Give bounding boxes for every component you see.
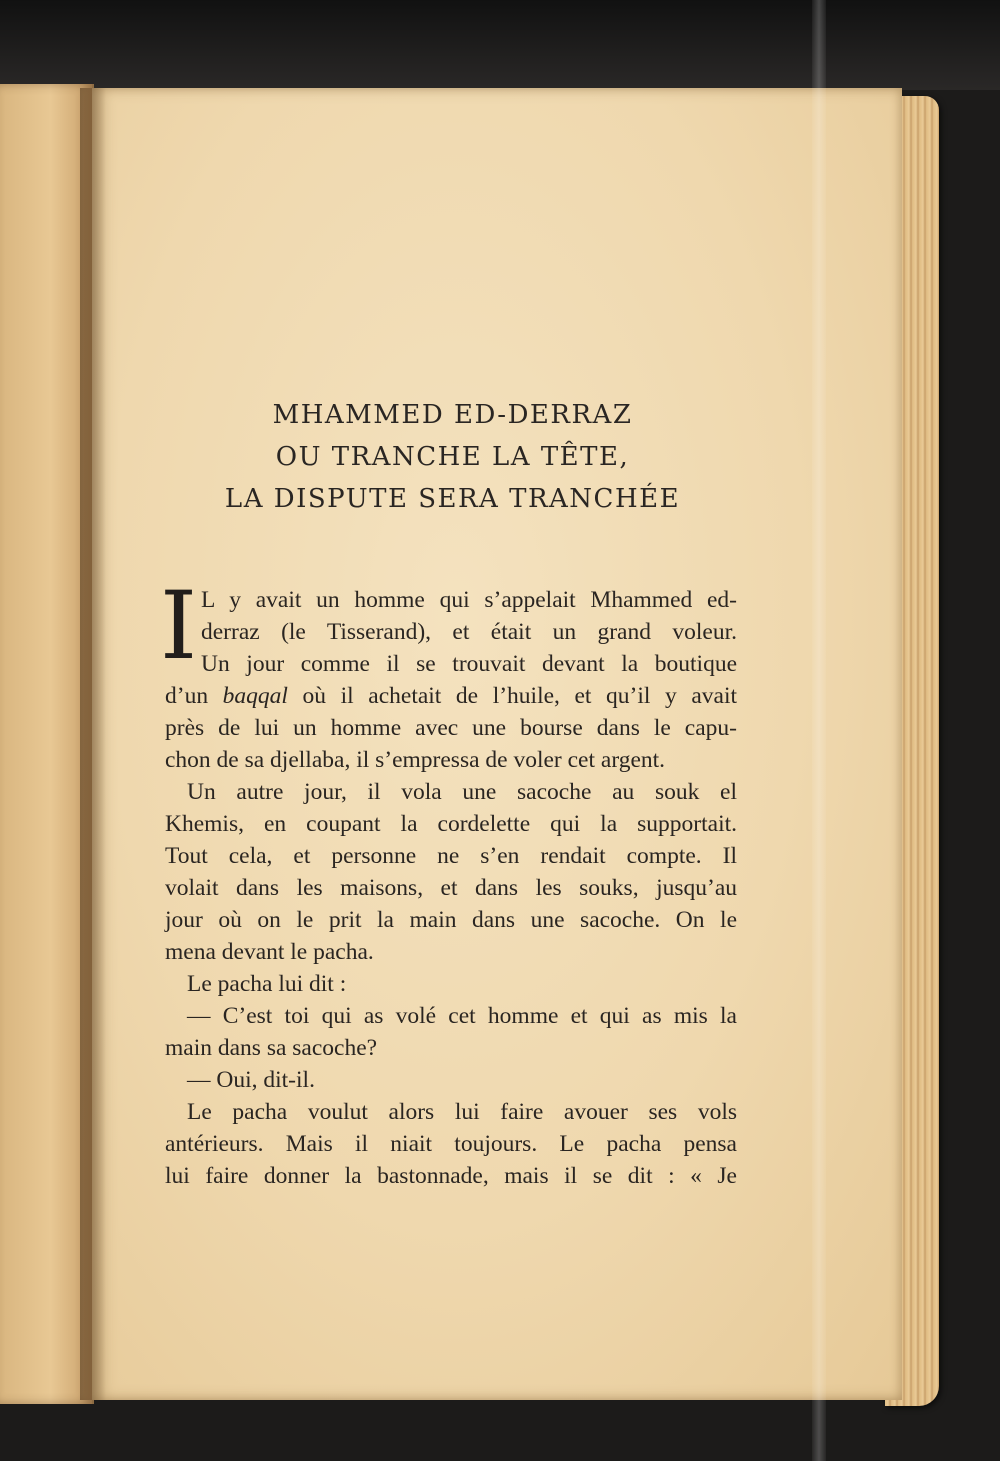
title-line: OU TRANCHE LA TÊTE, bbox=[275, 442, 630, 472]
text-line: d’un baqqal où il achetait de l’huile, et qu’il y avait bbox=[165, 683, 738, 709]
drop-cap: I bbox=[160, 572, 198, 681]
text-line: Un jour comme il se trouvait devant la boutique bbox=[201, 651, 737, 677]
chapter-title bbox=[180, 394, 725, 520]
title-line: MHAMMED ED-DERRAZ bbox=[272, 400, 633, 430]
text-line: main dans sa sacoche? bbox=[165, 1035, 378, 1061]
text-line: jour où on le prit la main dans une sacoche. On le bbox=[165, 907, 737, 933]
text-line: L y avait un homme qui s’appelait Mhammed ed- bbox=[201, 587, 737, 613]
gutter-shadow bbox=[80, 88, 106, 1400]
dark-backdrop bbox=[0, 0, 1000, 90]
text-line: chon de sa djellaba, il s’empressa de voler cet argent. bbox=[165, 747, 666, 773]
text-line: Un autre jour, il vola une sacoche au souk el bbox=[187, 779, 737, 805]
text-line: — Oui, dit-il. bbox=[187, 1067, 315, 1093]
text-line: Khemis, en coupant la cordelette qui la supportait. bbox=[165, 811, 737, 837]
page-holder-strip bbox=[812, 0, 826, 1461]
text-line: — C’est toi qui as volé cet homme et qui as mis la bbox=[187, 1003, 737, 1029]
body-text bbox=[160, 572, 738, 1192]
text-line: près de lui un homme avec une bourse dans le capu- bbox=[165, 715, 737, 741]
text-line: antérieurs. Mais il niait toujours. Le pacha pensa bbox=[165, 1131, 737, 1157]
text-line: Le pacha voulut alors lui faire avouer ses vols bbox=[187, 1099, 737, 1125]
text-line: Tout cela, et personne ne s’en rendait compte. Il bbox=[165, 843, 737, 869]
text-line: lui faire donner la bastonnade, mais il se dit : « Je bbox=[165, 1163, 737, 1189]
italic-term: baqqal bbox=[222, 683, 288, 709]
text-line: mena devant le pacha. bbox=[165, 939, 374, 965]
text-line: derraz (le Tisserand), et était un grand voleur. bbox=[201, 619, 737, 645]
text-line: volait dans les maisons, et dans les souks, jusqu’au bbox=[165, 875, 737, 901]
text-line: Le pacha lui dit : bbox=[187, 971, 347, 997]
title-line: LA DISPUTE SERA TRANCHÉE bbox=[224, 484, 681, 514]
